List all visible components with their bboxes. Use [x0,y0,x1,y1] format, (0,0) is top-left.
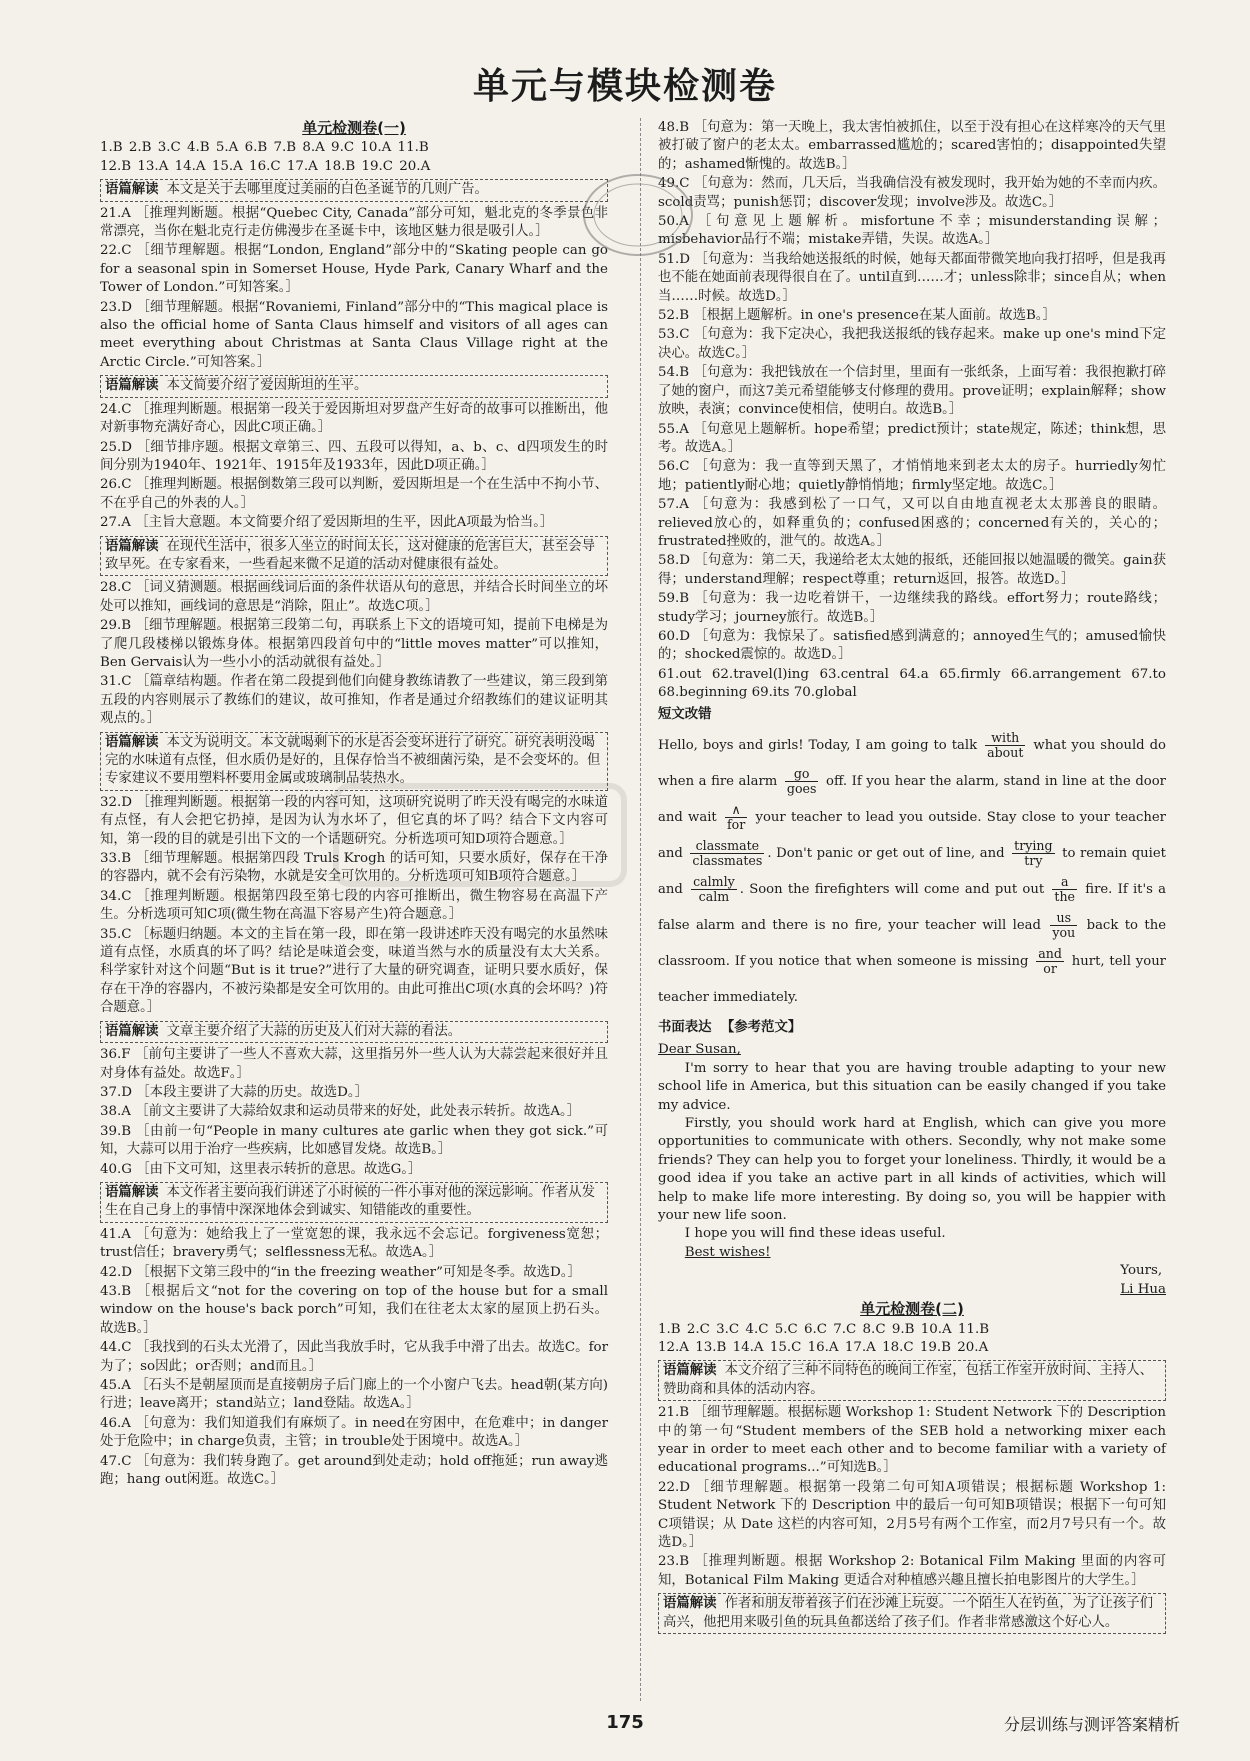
answer-item: 25.D ［细节排序题。根据文章第三、四、五段可以得知，a、b、c、d四项发生的时间分别为1940年、1921年、1915年及1933年，因此D项正确。］ [100,439,608,473]
answer-item: 58.D ［句意为：第二天，我递给老太太她的报纸，还能回报以她温暖的微笑。gain获得；understand理解；respect尊重；return返回，报答。故选D。］ [658,553,1166,587]
correction-mark: classmate classmates [692,838,763,868]
answer-item: 36.F ［前句主要讲了一些人不喜欢大蒜，这里指另外一些人认为大蒜尝起来很好并且对身体有益处。故选F。］ [100,1047,608,1081]
answer-item: 51.D ［句意为：当我给她送报纸的时候，她每天都面带微笑地向我打招呼，但是我再也不能在她面前表现得很自在了。until直到……才；unless除非；since自从；when当……时候。故选D。］ [658,251,1166,304]
letter-closing: Best wishes! [684,1244,771,1260]
passage-text: . Soon the firefighters will come and put out [739,882,1050,897]
reading-summary: 语篇解读 在现代生活中，很多人坐立的时间太长，这对健康的危害巨大，甚至会导致早死。在专家看来，一些看起来微不足道的活动对健康很有益处。 [100,536,608,577]
passage-text: what you should do when a fire alarm [658,738,1166,789]
reading-summary: 语篇解读 本文简要介绍了爱因斯坦的生平。 [100,375,608,397]
answer-item: 54.B ［句意为：我把钱放在一个信封里，里面有一张纸条，上面写着：我很抱歉打碎了她的窗户，而这7美元希望能够支付修理的费用。prove证明；explain解释；show放映，表演；convince使相信，使明白。故选B。］ [658,365,1166,418]
correction-mark: with about [987,730,1024,760]
answer-item: 31.C ［篇章结构题。作者在第二段提到他们向健身教练请教了一些建议，第三段到第五段的内容则展示了教练们的建议，故可推知，作者是通过介绍教练们的建议证明其观点的。］ [100,674,608,727]
error-correction-title: 短文改错 [658,706,712,722]
answer-item: 45.A ［石头不是朝屋顶而是直接朝房子后门廊上的一个小窗户飞去。head朝(某方向)行进；leave离开；stand站立；land登陆。故选A。］ [100,1378,608,1412]
answer-item: 21.A ［推理判断题。根据“Quebec City, Canada”部分可知，魁北克的冬季景色非常漂亮，当你在魁北克行走仿佛漫步在圣诞卡中，该地区魅力很是吸引人。］ [100,205,608,240]
answer-item: 24.C ［推理判断题。根据第一段关于爱因斯坦对罗盘产生好奇的故事可以推断出，他对新事物充满好奇心，因此C项正确。］ [100,401,608,436]
answer-item: 43.B ［根据后文“not for the covering on top of the house but for a small window on the house's back porch”可知，我们在往老太太家的屋顶上扔石头。故选B。］ [100,1283,608,1336]
answer-item: 53.C ［句意为：我下定决心，我把我送报纸的钱存起来。make up one's mind下定决心。故选C。］ [658,327,1166,361]
reading-summary: 语篇解读 本文为说明文。本文就喝剩下的水是否会变坏进行了研究。研究表明没喝完的水味道有点怪，但水质仍是好的，且保存恰当不被细菌污染，是不会变坏的。但专家建议不要用塑料杯要用金属或玻璃制品装热水。 [100,732,608,791]
answer-item: 21.B ［细节理解题。根据标题 Workshop 1: Student Network 下的 Description 中的第一句“Student members of the SEB hold a networking mixer each year in order to meet each other and to become familiar with a variety of educational programs...”可知选B。］ [658,1405,1166,1476]
right-column [658,118,1166,1637]
answer-item: 60.D ［句意为：我惊呆了。satisfied感到满意的；annoyed生气的；amused愉快的；shocked震惊的。故选D。］ [658,628,1166,663]
answer-item: 29.B ［细节理解题。根据第三段第二句，再联系上下文的语境可知，提前下电梯是为了爬几段楼梯以锻炼身体。根据第四段首句中的“little moves matter”可以推知，Ben Gervais认为一些小小的活动就很有益处。］ [100,618,608,670]
answer-item: 47.C ［句意为：我们转身跑了。get around到处走动；hold off拖延；run away逃跑；hang out闲逛。故选C。］ [100,1453,608,1488]
reading-summary: 语篇解读 本文介绍了三种不同特色的晚间工作室，包括工作室开放时间、主持人、赞助商和具体的活动内容。 [658,1360,1166,1401]
answer-key-line-2: 12.A 13.B 14.A 15.C 16.A 17.A 18.C 19.B 20.A [658,1339,989,1355]
answer-item: 48.B ［句意为：第一天晚上，我太害怕被抓住，以至于没有担心在这样寒冷的天气里被打破了窗户的老太太。embarrassed尴尬的；scared害怕的；disappointed失望的；ashamed惭愧的。故选B。］ [658,120,1166,172]
correction-mark: and or [1038,946,1062,976]
answer-item: 38.A ［前文主要讲了大蒜给奴隶和运动员带来的好处，此处表示转折。故选A。］ [100,1104,581,1120]
page-number: 175 [606,1712,644,1733]
passage-text: off. If you hear the alarm, stand in line at the door and wait [658,774,1166,825]
answer-item: 39.B ［由前一句“People in many cultures ate garlic when they got sick.”可知，大蒜可以用于治疗一些疾病，比如感冒发烧。故选B。］ [100,1123,608,1158]
answer-key-line-1: 1.B 2.B 3.C 4.B 5.A 6.B 7.B 8.A 9.C 10.A 11.B [100,140,429,156]
grammar-fill-answers: 61.out 62.travel(l)ing 63.central 64.a 65.firmly 66.arrangement 67.to 68.beginning 69.its 70.global [658,666,1166,701]
passage-text: . Don't panic or get out of line, and [767,846,1010,861]
answer-item: 44.C ［我找到的石头太光滑了，因此当我放手时，它从我手中滑了出去。故选C。for为了；so因此；or否则；and而且。］ [100,1340,608,1374]
passage-text: hurt, tell your teacher immediately. [658,954,1166,1005]
writing-title: 书面表达 【参考范文】 [658,1020,802,1035]
letter-signature: Yours, Li Hua [1120,1263,1166,1297]
answer-item: 23.D ［细节理解题。根据“Rovaniemi, Finland”部分中的“This magical place is also the official home of Santa Claus himself and visitors of all ages can meet everything about Christmas at Santa Claus Village right at the Arctic Circle.”可知答案。］ [100,299,608,370]
model-letter [658,1041,1166,1299]
letter-paragraph: I hope you will find these ideas useful. [684,1226,946,1242]
reading-summary: 语篇解读 本文作者主要向我们讲述了小时候的一件小事对他的深远影响。作者从发生在自己身上的事情中深深地体会到诚实、知错能改的重要性。 [100,1182,608,1223]
reading-summary: 语篇解读 本文是关于去哪里度过美丽的白色圣诞节的几则广告。 [100,179,608,201]
column-divider [640,118,641,1701]
answer-item: 49.C ［句意为：然而，几天后，当我确信没有被发现时，我开始为她的不幸而内疚。scold责骂；punish惩罚；discover发现；involve涉及。故选C。］ [658,176,1166,210]
error-correction-passage [658,728,1166,1016]
answer-item: 27.A ［主旨大意题。本文简要介绍了爱因斯坦的生平，因此A项最为恰当。］ [100,515,554,531]
correction-mark: go goes [786,766,817,796]
letter-paragraph: Firstly, you should work hard at English, which can give you more opportunities to communicate with others. Secondly, why not make some friends? They can help you to forget your loneliness. Thirdly, it would be a good idea if you take an active part in all kinds of activities, which will help to make life more interesting. By doing so, you will be happier with your new life soon. [658,1116,1166,1224]
answer-key-line-2: 12.B 13.A 14.A 15.A 16.C 17.A 18.B 19.C 20.A [100,158,431,174]
section-title-unit-1: 单元检测卷(一) [302,119,406,137]
answer-item: 56.C ［句意为：我一直等到天黑了，才悄悄地来到老太太的房子。hurriedly匆忙地；patiently耐心地；quietly静悄悄地；firmly坚定地。故选C。］ [658,459,1166,493]
left-column [100,118,608,1490]
answer-item: 41.A ［句意为：她给我上了一堂宽恕的课，我永远不会忘记。forgiveness宽恕；trust信任；bravery勇气；selflessness无私。故选A。］ [100,1226,608,1261]
answer-item: 55.A ［句意见上题解析。hope希望；predict预计；state规定，陈述；think想，思考。故选A。］ [658,421,1166,455]
correction-mark: a the [1054,874,1076,904]
correction-mark: trying try [1014,838,1053,868]
answer-item: 46.A ［句意为：我们知道我们有麻烦了。in need在穷困中，在危难中；in danger处于危险中；in charge负责，主管；in trouble处于困境中。故选A。］ [100,1415,608,1450]
answer-item: 33.B ［细节理解题。根据第四段 Truls Krogh 的话可知，只要水质好，保存在干净的容器内，就不会有污染物，水就是安全可饮用的。分析选项可知B项符合题意。］ [100,851,608,885]
answer-item: 50.A ［句意见上题解析。misfortune不幸；misunderstanding误解；misbehavior品行不端；mistake弄错，失误。故选A。］ [658,214,1166,248]
passage-text: your teacher to lead you outside. Stay close to your teacher and [658,810,1166,861]
answer-item: 59.B ［句意为：我一边吃着饼干，一边继续我的路线。effort努力；route路线；study学习；journey旅行。故选B。］ [658,591,1166,625]
answer-item: 42.D ［根据下文第三段中的“in the freezing weather”可知是冬季。故选D。］ [100,1264,581,1280]
answer-item: 32.D ［推理判断题。根据第一段的内容可知，这项研究说明了昨天没有喝完的水味道有点怪，有人会把它扔掉，是因为认为水坏了，但它真的坏了吗？结合下文内容可知，第一段的目的就是引出下文的一个话题研究。分析选项可知D项符合题意。］ [100,794,608,847]
correction-mark: calmly calm [693,874,735,904]
answer-item: 22.C ［细节理解题。根据“London, England”部分中的“Skating people can go for a seasonal spin in Somerset House, Hyde Park, Canary Wharf and the Tower of London.”可知答案。］ [100,243,608,296]
reading-summary: 语篇解读 文章主要介绍了大蒜的历史及人们对大蒜的看法。 [100,1021,608,1043]
answer-item: 35.C ［标题归纳题。本文的主旨在第一段，即在第一段讲述昨天没有喝完的水虽然味道有点怪，水质真的坏了吗？结论是味道会变，味道当然与水的质量没有太大关系。科学家针对这个问题“But is it true?”进行了大量的研究调查，证明只要水质好，保存在干净的容器内，不被污染都是安全可饮用的。由此可推出C项(水真的会坏吗？)符合题意。］ [100,926,608,1016]
passage-text: back to the classroom. If you notice that when someone is missing [658,918,1166,969]
correction-mark: ∧ for [726,802,746,832]
book-title-footer: 分层训练与测评答案精析 [1003,1715,1180,1734]
answer-item: 40.G ［由下文可知，这里表示转折的意思。故选G。］ [100,1161,422,1177]
answer-item: 23.B ［推理判断题。根据 Workshop 2: Botanical Film Making 里面的内容可知，Botanical Film Making 更适合对种植感兴趣且擅长拍电影图片的大学生。］ [658,1554,1166,1588]
answer-item: 37.D ［本段主要讲了大蒜的历史。故选D。］ [100,1084,368,1100]
letter-greeting: Dear Susan, [658,1042,741,1058]
section-title-unit-2: 单元检测卷(二) [860,1300,964,1319]
answer-item: 57.A ［句意为：我感到松了一口气，又可以自由地直视老太太那善良的眼睛。relieved放心的，如释重负的；confused困惑的；concerned有关的，关心的；frustrated挫败的，泄气的。故选A。］ [658,497,1166,549]
letter-paragraph: I'm sorry to hear that you are having trouble adapting to your new school life in America, but this situation can be easily changed if you take my advice. [658,1060,1166,1113]
answer-key-line-1: 1.B 2.C 3.C 4.C 5.C 6.C 7.C 8.C 9.B 10.A 11.B [658,1321,990,1337]
answer-item: 28.C ［词义猜测题。根据画线词后面的条件状语从句的意思，并结合长时间坐立的坏处可以推知，画线词的意思是“消除，阻止”。故选C项。］ [100,580,608,614]
reading-summary: 语篇解读 作者和朋友带着孩子们在沙滩上玩耍。一个陌生人在钓鱼，为了让孩子们高兴，他把用来吸引鱼的玩具鱼都送给了孩子们。作者非常感激这个好心人。 [658,1593,1166,1634]
page-title: 单元与模块检测卷 [472,66,777,107]
answer-item: 22.D ［细节理解题。根据第一段第二句可知A项错误；根据标题 Workshop 1: Student Network 下的 Description 中的最后一句可知B项错误；根据下一句可知C项错误；从 Date 这栏的内容可知，2月5号有两个工作室，而2月7号只有一个。故选D。］ [658,1479,1166,1550]
passage-text: Hello, boys and girls! Today, I am going to talk [658,738,983,753]
answer-item: 52.B ［根据上题解析。in one's presence在某人面前。故选B。］ [658,308,1056,324]
correction-mark: us you [1052,910,1076,940]
passage-text: to remain quiet and [658,846,1166,897]
answer-item: 26.C ［推理判断题。根据倒数第三段可以判断，爱因斯坦是一个在生活中不拘小节、不在乎自己的外表的人。］ [100,477,608,511]
answer-item: 34.C ［推理判断题。根据第四段至第七段的内容可推断出，微生物容易在高温下产生。分析选项可知C项(微生物在高温下容易产生)符合题意。］ [100,888,608,923]
passage-text: fire. If it's a false alarm and there is no fire, your teacher will lead [658,882,1166,933]
